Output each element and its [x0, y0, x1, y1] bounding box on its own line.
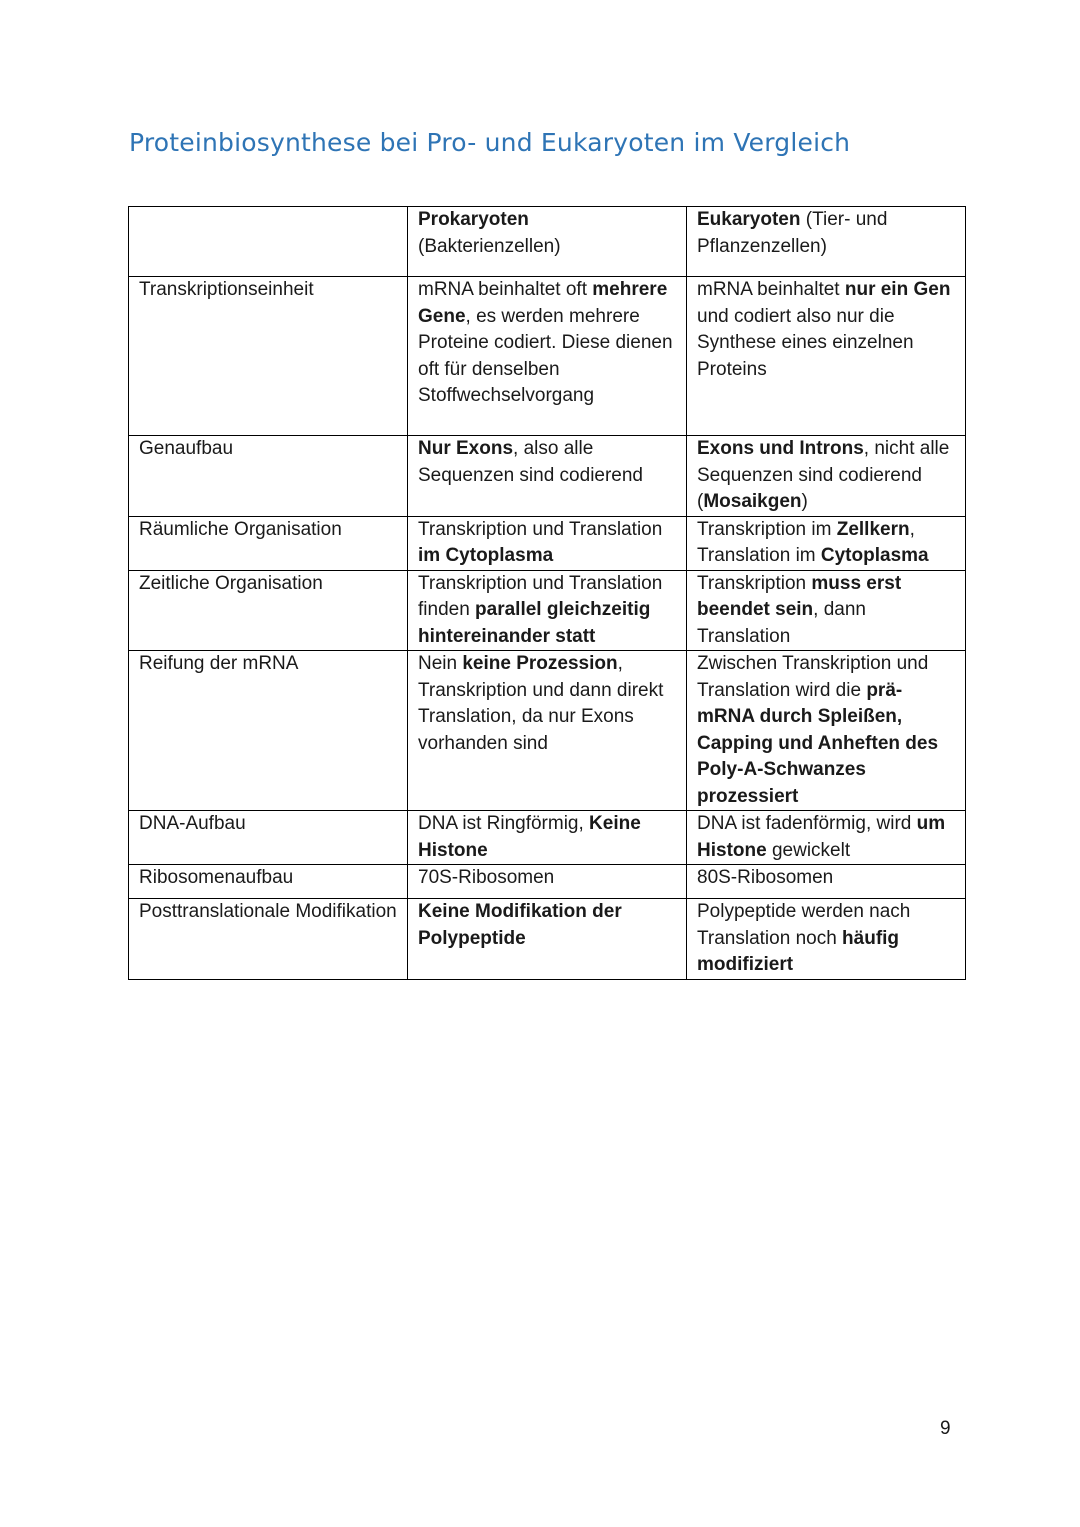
eukaryoten-cell — [687, 277, 966, 436]
prokaryoten-cell — [408, 516, 687, 570]
bold-text-segment: keine Prozession — [462, 653, 618, 674]
bold-text-segment: Exons und Introns — [697, 438, 864, 459]
text-segment: , es werden mehrere Proteine codiert. Diese dienen oft für denselben Stoffwechselvorgang — [418, 305, 673, 406]
table-row — [129, 651, 966, 811]
row-label-cell: Posttranslationale Modifikation — [129, 899, 408, 980]
text-segment: Transkription und Translation — [418, 518, 663, 540]
text-segment: , nicht alle Sequenzen sind codierend ( — [697, 438, 950, 512]
row-label-cell: Genaufbau — [129, 436, 408, 517]
header-prokaryoten-cell — [408, 207, 687, 277]
eukaryoten-cell — [687, 811, 966, 865]
row-label-cell: Transkriptionseinheit — [129, 277, 408, 436]
text-segment: und codiert also nur die Synthese eines einzelnen Proteins — [697, 305, 914, 380]
bold-text-segment: Keine Histone — [418, 813, 641, 861]
page-title: Proteinbiosynthese bei Pro- und Eukaryoten im Vergleich — [129, 128, 851, 157]
table-row — [129, 436, 966, 517]
eukaryoten-cell — [687, 516, 966, 570]
prokaryoten-cell — [408, 899, 687, 980]
page-number: 9 — [940, 1418, 951, 1439]
bold-text-segment: Nur Exons — [418, 438, 514, 459]
text-segment: mRNA beinhaltet oft — [418, 279, 593, 300]
bold-text-segment: Cytoplasma — [820, 545, 929, 566]
text-segment: , Translation im — [697, 518, 915, 566]
text-segment: DNA ist Ringförmig, — [418, 813, 590, 834]
eukaryoten-cell — [687, 899, 966, 980]
text-segment: Transkription und Translation finden — [418, 572, 663, 620]
bold-text-segment: Prokaryoten — [418, 209, 529, 230]
text-segment: Polypeptide werden nach Translation noch — [697, 901, 911, 949]
prokaryoten-cell — [408, 651, 687, 811]
text-segment: DNA ist fadenförmig, wird — [697, 813, 917, 834]
text-segment: (Tier- und Pflanzenzellen) — [697, 209, 888, 257]
table-row — [129, 516, 966, 570]
prokaryoten-cell — [408, 436, 687, 517]
text-segment: (Bakterienzellen) — [418, 235, 561, 257]
row-label-cell: DNA-Aufbau — [129, 811, 408, 865]
header-label-cell — [129, 207, 408, 277]
eukaryoten-cell — [687, 651, 966, 811]
bold-text-segment: häufig modifiziert — [697, 927, 900, 975]
prokaryoten-cell — [408, 811, 687, 865]
text-segment: 70S-Ribosomen — [418, 867, 555, 888]
bold-text-segment: Mosaikgen — [703, 491, 802, 512]
bold-text-segment: Zellkern — [836, 518, 910, 540]
table-row — [129, 899, 966, 980]
row-label-cell: Zeitliche Organisation — [129, 570, 408, 651]
text-segment: 80S-Ribosomen — [697, 867, 834, 888]
header-eukaryoten-cell — [687, 207, 966, 277]
bold-text-segment: nur ein Gen — [844, 279, 951, 300]
text-segment: gewickelt — [766, 839, 851, 861]
eukaryoten-cell — [687, 865, 966, 899]
comparison-table — [128, 206, 966, 980]
text-segment: Transkription — [697, 572, 812, 594]
text-segment: ) — [801, 491, 808, 512]
bold-text-segment: im Cytoplasma — [418, 545, 554, 566]
prokaryoten-cell — [408, 570, 687, 651]
bold-text-segment: Eukaryoten — [697, 209, 801, 230]
prokaryoten-cell — [408, 277, 687, 436]
text-segment: Zwischen Transkription und Translation wird die — [697, 653, 929, 701]
table-header-row — [129, 207, 966, 277]
text-segment: Transkription im — [697, 518, 837, 540]
text-segment: , dann Translation — [697, 599, 866, 647]
bold-text-segment: muss erst beendet sein — [697, 572, 902, 620]
row-label-cell: Räumliche Organisation — [129, 516, 408, 570]
bold-text-segment: Keine Modifikation der Polypeptide — [418, 901, 622, 949]
row-label-cell: Reifung der mRNA — [129, 651, 408, 811]
table-row — [129, 865, 966, 899]
text-segment: , Transkription und dann direkt Translation, da nur Exons vorhanden sind — [418, 653, 664, 754]
bold-text-segment: mehrere Gene — [418, 279, 668, 327]
table-row — [129, 277, 966, 436]
text-segment: Nein — [418, 653, 463, 674]
bold-text-segment: parallel gleichzeitig hintereinander statt — [418, 599, 651, 647]
table-row — [129, 811, 966, 865]
eukaryoten-cell — [687, 436, 966, 517]
text-segment: mRNA beinhaltet — [697, 279, 845, 300]
prokaryoten-cell — [408, 865, 687, 899]
eukaryoten-cell — [687, 570, 966, 651]
bold-text-segment: um Histone — [697, 813, 946, 861]
row-label-cell: Ribosomenaufbau — [129, 865, 408, 899]
table-row — [129, 570, 966, 651]
text-segment: , also alle Sequenzen sind codierend — [418, 438, 644, 486]
bold-text-segment: prä-mRNA durch Spleißen, Capping und Anheften des Poly-A-Schwanzes prozessiert — [697, 679, 939, 807]
